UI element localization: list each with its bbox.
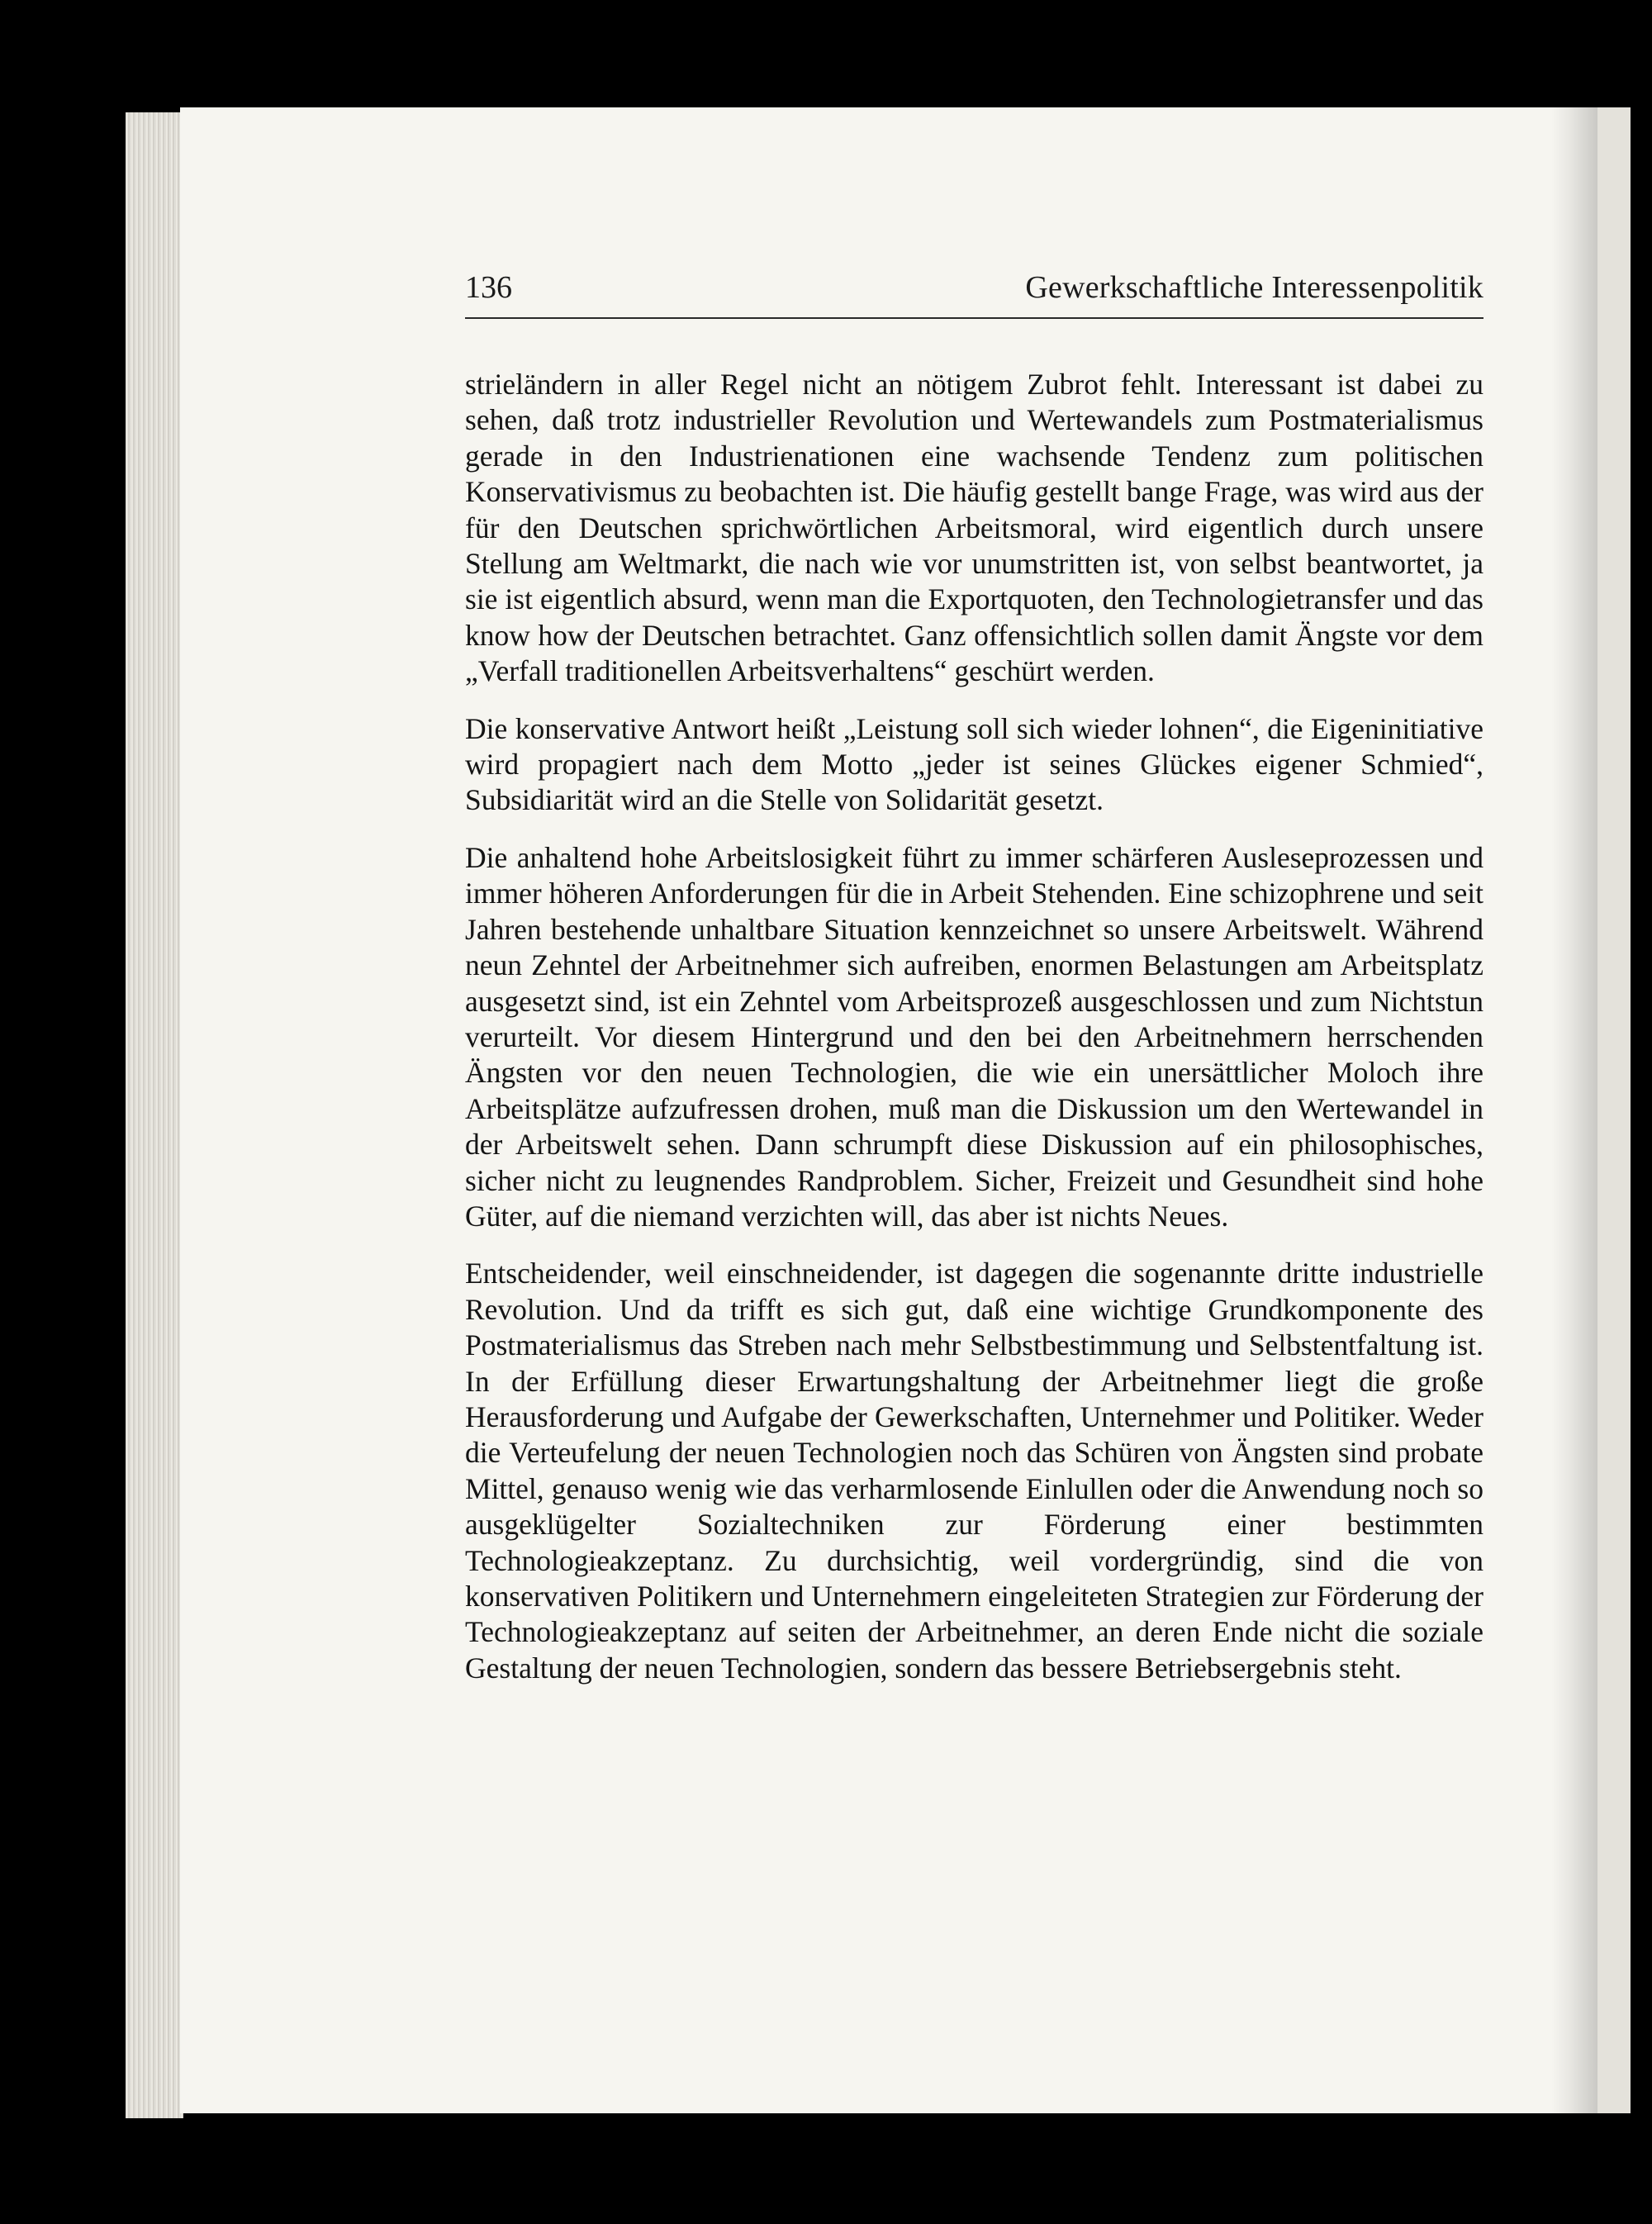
paragraph: strieländern in aller Regel nicht an nötigem Zubrot fehlt. Interessant ist dabei zu sehen, daß trotz industrieller Revolution und Wertewandels zum Postmaterialismus gerade in den Industrienationen eine wachsende Tendenz zum politischen Konservativismus zu beobachten ist. Die häufig gestellt bange Frage, was wird aus der für den Deutschen sprichwörtlichen Arbeitsmoral, wird eigentlich durch unsere Stellung am Weltmarkt, die nach wie vor unumstritten ist, von selbst beantwortet, ja sie ist eigentlich absurd, wenn man die Exportquoten, den Technologietransfer und das know how der Deutschen betrachtet. Ganz offensichtlich sollen damit Ängste vor dem „Verfall traditionellen Arbeitsverhaltens“ geschürt werden.: [465, 368, 1483, 688]
facing-page-edge: [1597, 107, 1631, 2113]
running-header: [465, 269, 1483, 319]
page-edges: [126, 112, 183, 2118]
page-number: 136: [465, 270, 512, 305]
running-title: Gewerkschaftliche Interessenpolitik: [1025, 270, 1483, 305]
spine-shadow: [1551, 107, 1597, 2113]
paragraph: Entscheidender, weil einschneidender, ist dagegen die sogenannte dritte industrielle Revolution. Und da trifft es sich gut, daß eine wichtige Grundkomponente des Postmaterialismus das Streben nach mehr Selbstbestimmung und Selbstentfaltung ist. In der Erfüllung dieser Erwartungshaltung der Arbeitnehmer liegt die große Herausforderung und Aufgabe der Gewerkschaften, Unternehmer und Politiker. Weder die Verteufelung der neuen Technologien noch das Schüren von Ängsten sind probate Mittel, genauso wenig wie das verharmlosende Einlullen oder die Anwendung noch so ausgeklügelter Sozialtechniken zur Förderung einer bestimmten Technologieakzeptanz. Zu durchsichtig, weil vordergründig, sind die von konservativen Politikern und Unternehmern eingeleiteten Strategien zur Förderung der Technologieakzeptanz auf seiten der Arbeitnehmer, an deren Ende nicht die soziale Gestaltung der neuen Technologien, sondern das bessere Betriebsergebnis steht.: [465, 1257, 1483, 1685]
paragraph: Die anhaltend hohe Arbeitslosigkeit führt zu immer schärferen Ausleseprozessen und immer höheren Anforderungen für die in Arbeit Stehenden. Eine schizophrene und seit Jahren bestehende unhaltbare Situation kennzeichnet so unsere Arbeitswelt. Während neun Zehntel der Arbeitnehmer sich aufreiben, enormen Belastungen am Arbeitsplatz ausgesetzt sind, ist ein Zehntel vom Arbeitsprozeß ausgeschlossen und zum Nichtstun verurteilt. Vor diesem Hintergrund und den bei den Arbeitnehmern herrschenden Ängsten vor den neuen Technologien, die wie ein unersättlicher Moloch ihre Arbeitsplätze aufzufressen drohen, muß man die Diskussion um den Wertewandel in der Arbeitswelt sehen. Dann schrumpft diese Diskussion auf ein philosophisches, sicher nicht zu leugnendes Randproblem. Sicher, Freizeit und Gesundheit sind hohe Güter, auf die niemand verzichten will, das aber ist nichts Neues.: [465, 840, 1483, 1233]
body-text: [465, 367, 1483, 1708]
paragraph: Die konservative Antwort heißt „Leistung soll sich wieder lohnen“, die Eigeninitiative wird propagiert nach dem Motto „jeder ist seines Glückes eigener Schmied“, Subsidiarität wird an die Stelle von Solidarität gesetzt.: [465, 711, 1483, 817]
